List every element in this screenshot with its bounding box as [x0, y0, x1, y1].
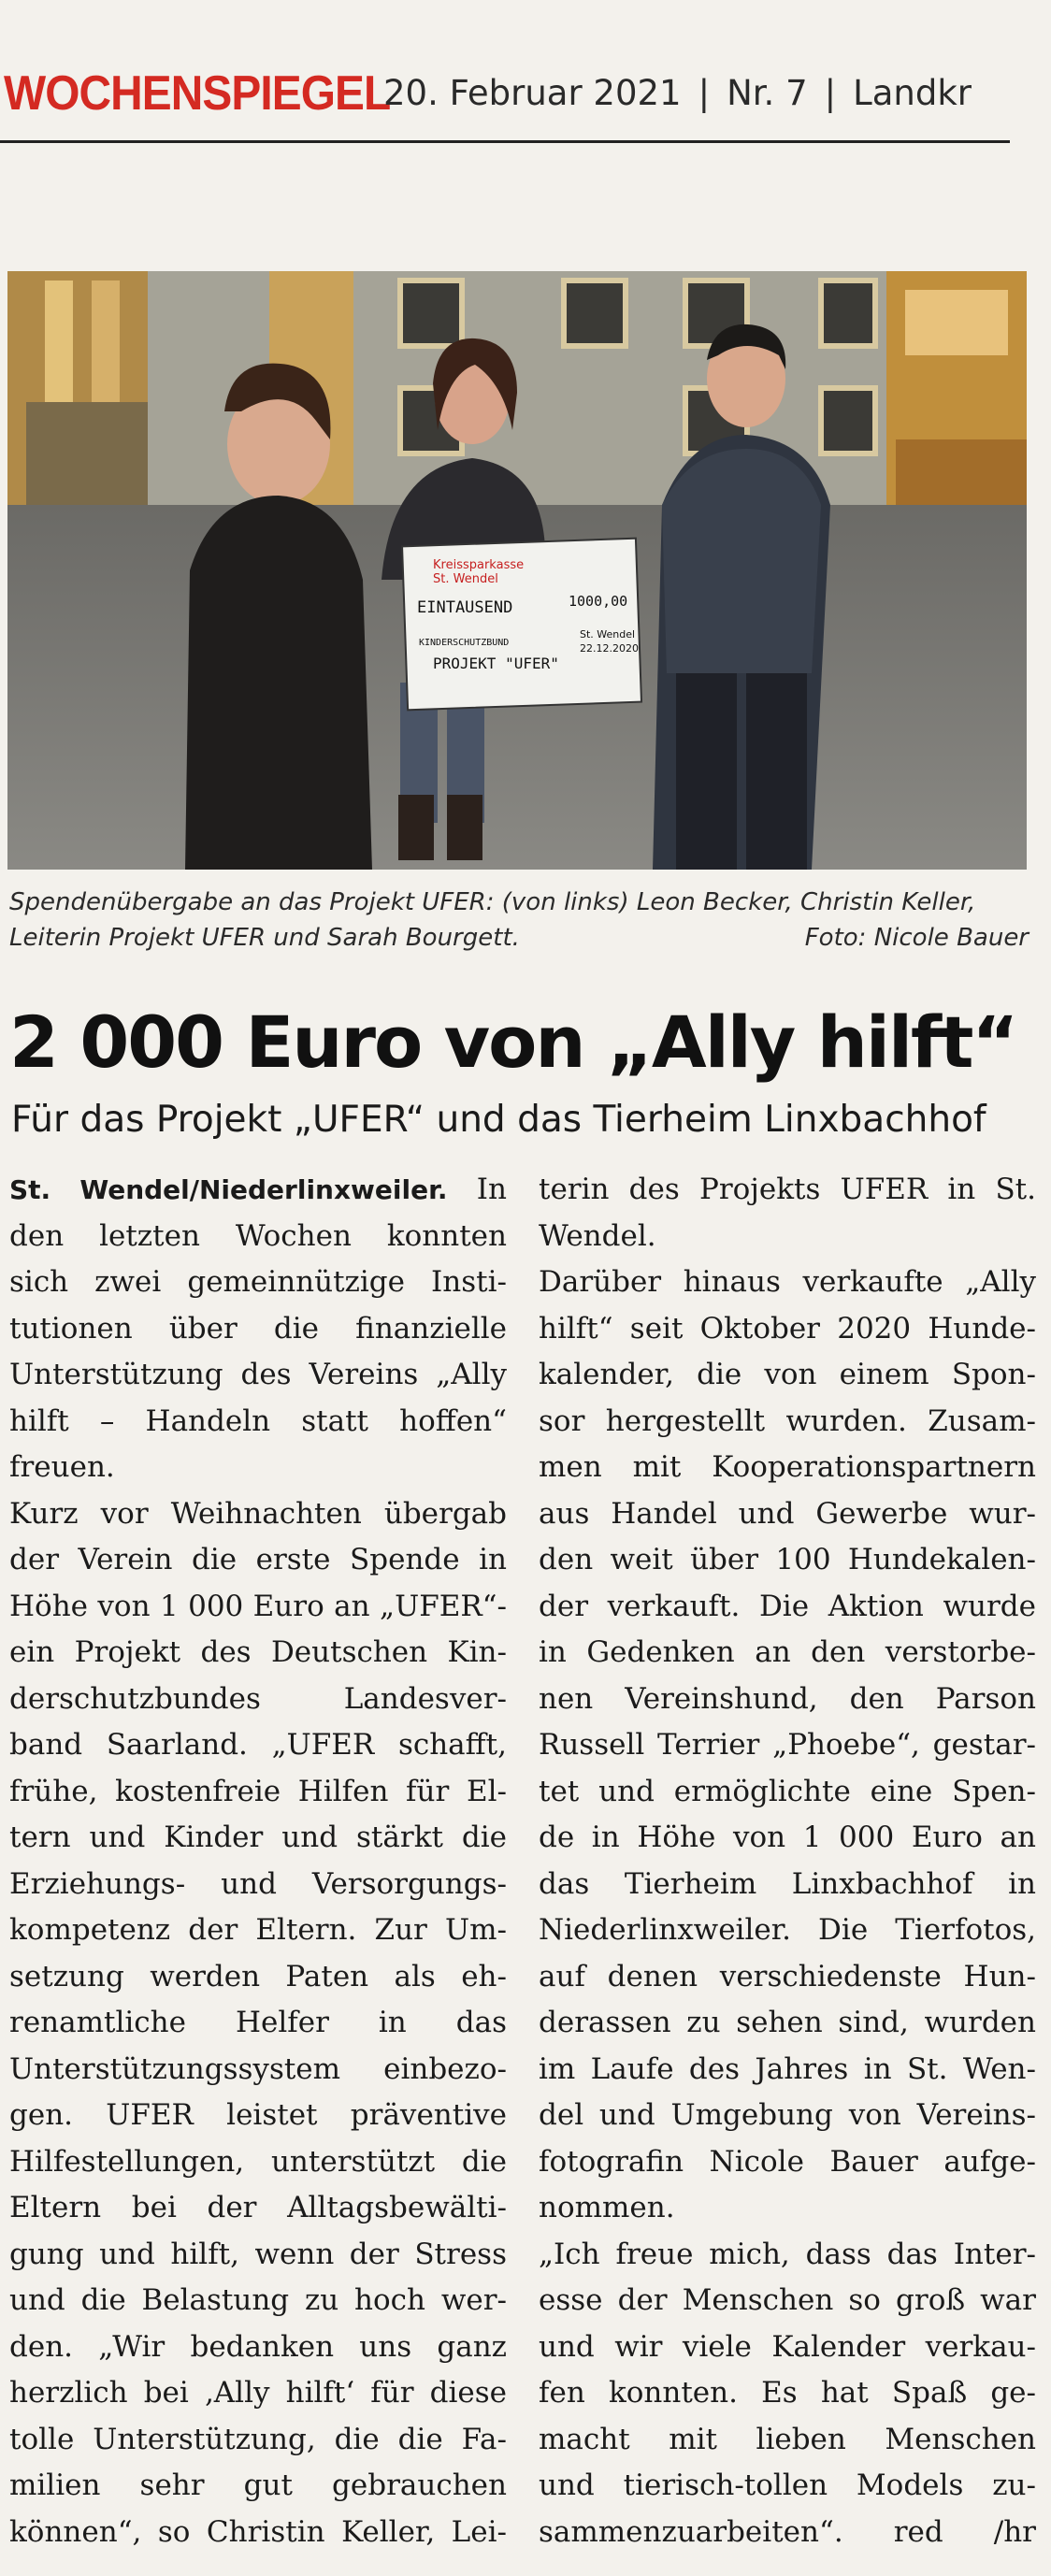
text-line: kalender, die von einem Spon-: [539, 1358, 1036, 1391]
text-line: den letzten Wochen konnten: [9, 1218, 507, 1253]
text-line: herzlich bei ‚Ally hilft‘ für diese: [9, 2376, 507, 2410]
article-subheadline: Für das Projekt „UFER“ und das Tierheim Linxbachhof: [11, 1099, 986, 1141]
text-line: und die Belastung zu hoch wer-: [9, 2283, 507, 2317]
text-line: fen konnten. Es hat Spaß ge-: [539, 2376, 1036, 2410]
text-line: hilft – Handeln statt hoffen“: [9, 1403, 507, 1438]
text-line: band Saarland. „UFER schafft,: [9, 1728, 507, 1762]
caption-line: Leiterin Projekt UFER und Sarah Bourgett.: [9, 924, 520, 952]
text-line: „Ich freue mich, dass das Inter-: [539, 2237, 1036, 2271]
cheque: [402, 539, 641, 711]
text-line: Unterstützung des Vereins „Ally: [9, 1358, 507, 1391]
newspaper-logo: WOCHENSPIEGEL: [4, 66, 391, 121]
text-line: können“, so Christin Keller, Lei-: [9, 2514, 507, 2549]
article-dateline: St. Wendel/Niederlinxweiler.: [9, 1174, 448, 1205]
cheque-date: 22.12.2020: [580, 642, 639, 655]
text-line: Niederlinxweiler. Die Tierfotos,: [539, 1913, 1036, 1947]
text-line: del und Umgebung von Vereins-: [539, 2098, 1036, 2132]
cheque-place: St. Wendel: [580, 628, 636, 640]
text-line: Russell Terrier „Phoebe“, gestar-: [539, 1728, 1036, 1762]
masthead-rule: [0, 140, 1010, 143]
text-line: terin des Projekts UFER in St.: [539, 1173, 1036, 1206]
text-line: Wendel.: [539, 1218, 656, 1253]
text-line: milien sehr gut gebrauchen: [9, 2468, 507, 2502]
text-line: derschutzbundes Landesver-: [9, 1681, 507, 1716]
text-line: aus Handel und Gewerbe wur-: [539, 1496, 1036, 1531]
text-line: Eltern bei der Alltagsbewälti-: [9, 2191, 507, 2224]
cheque-payee: KINDERSCHUTZBUND: [419, 638, 510, 648]
article-photo: [7, 271, 1027, 870]
text-line: frühe, kostenfreie Hilfen für El-: [9, 1774, 507, 1808]
text-line: tern und Kinder und stärkt die: [9, 1820, 507, 1854]
text-line: in Gedenken an den verstorbe-: [539, 1635, 1036, 1669]
text-line: im Laufe des Jahres in St. Wen-: [539, 2051, 1036, 2086]
separator: |: [824, 73, 837, 113]
text-line: und wir viele Kalender verkau-: [539, 2329, 1036, 2364]
text-line: St. Wendel/Niederlinxweiler. In: [9, 1173, 508, 1206]
text-line: Kurz vor Weihnachten übergab: [9, 1496, 507, 1531]
cheque-project: PROJEKT "UFER": [433, 655, 559, 672]
text-line: Darüber hinaus verkaufte „Ally: [539, 1265, 1036, 1299]
cheque-amount: 1000,00: [569, 593, 628, 610]
text-line: Erziehungs- und Versorgungs-: [9, 1866, 507, 1901]
issue-number: Nr. 7: [727, 73, 808, 113]
text-line: Hilfestellungen, unterstützt die: [9, 2144, 507, 2179]
text-line: de in Höhe von 1 000 Euro an: [539, 1820, 1036, 1854]
text-line: sich zwei gemeinnützige Insti-: [9, 1265, 507, 1299]
caption-line: Spendenübergabe an das Projekt UFER: (von links) Leon Becker, Christin Keller,: [9, 888, 976, 916]
text-line: nen Vereinshund, den Parson: [539, 1681, 1036, 1716]
text-line: und tierisch-tollen Models zu-: [539, 2468, 1036, 2502]
section-name: Landkr: [853, 73, 972, 113]
text-line: gung und hilft, wenn der Stress: [9, 2237, 507, 2271]
article-column-left: [9, 1167, 507, 2555]
text-line: sor hergestellt wurden. Zusam-: [539, 1403, 1036, 1438]
text-line: tolle Unterstützung, die die Fa-: [9, 2422, 507, 2456]
text-line: macht mit lieben Menschen: [539, 2422, 1036, 2456]
text-line: nommen.: [539, 2191, 675, 2224]
text-line: das Tierheim Linxbachhof in: [539, 1866, 1036, 1901]
text-line: der verkauft. Die Aktion wurde: [539, 1589, 1036, 1623]
article-column-right: [539, 1167, 1036, 2555]
text-line: setzung werden Paten als eh-: [9, 1959, 507, 1993]
text-line: Unterstützungssystem einbezo-: [9, 2051, 507, 2086]
text-line: hilft“ seit Oktober 2020 Hunde-: [539, 1311, 1036, 1346]
text-line: gen. UFER leistet präventive: [9, 2098, 507, 2132]
text-line: Höhe von 1 000 Euro an „UFER“-: [9, 1589, 507, 1623]
text-line: kompetenz der Eltern. Zur Um-: [9, 1913, 507, 1947]
text-line: renamtliche Helfer in das: [9, 2006, 507, 2039]
issue-date: 20. Februar 2021: [383, 73, 682, 113]
issue-line: [383, 73, 972, 113]
separator: |: [698, 73, 711, 113]
cheque-branch: St. Wendel: [433, 572, 498, 586]
text-line: freuen.: [9, 1450, 115, 1484]
text-line: auf denen verschiedenste Hun-: [539, 1959, 1036, 1993]
text-line: tet und ermöglichte eine Spen-: [539, 1774, 1036, 1808]
text-line: esse der Menschen so groß war: [539, 2283, 1036, 2317]
photo-credit: Foto: Nicole Bauer: [804, 924, 1029, 952]
text-line: den weit über 100 Hundekalen-: [539, 1543, 1036, 1576]
text-line: den. „Wir bedanken uns ganz: [9, 2329, 507, 2364]
text-line: men mit Kooperationspartnern: [539, 1450, 1036, 1484]
masthead: [0, 0, 1051, 150]
cheque-amount-words: EINTAUSEND: [417, 598, 513, 617]
text-line: der Verein die erste Spende in: [9, 1543, 507, 1576]
article-headline: 2 000 Euro von „Ally hilft“: [9, 1000, 1017, 1084]
cheque-bank: Kreissparkasse: [433, 558, 525, 572]
photo-caption: [9, 885, 1029, 956]
text-line: tutionen über die finanzielle: [9, 1311, 507, 1346]
text-line: derassen zu sehen sind, wurden: [539, 2006, 1036, 2039]
text-line: fotografin Nicole Bauer aufge-: [539, 2144, 1036, 2179]
text-line: ein Projekt des Deutschen Kin-: [9, 1635, 507, 1669]
text-line: sammenzuarbeiten“. red /hr: [539, 2514, 1036, 2549]
